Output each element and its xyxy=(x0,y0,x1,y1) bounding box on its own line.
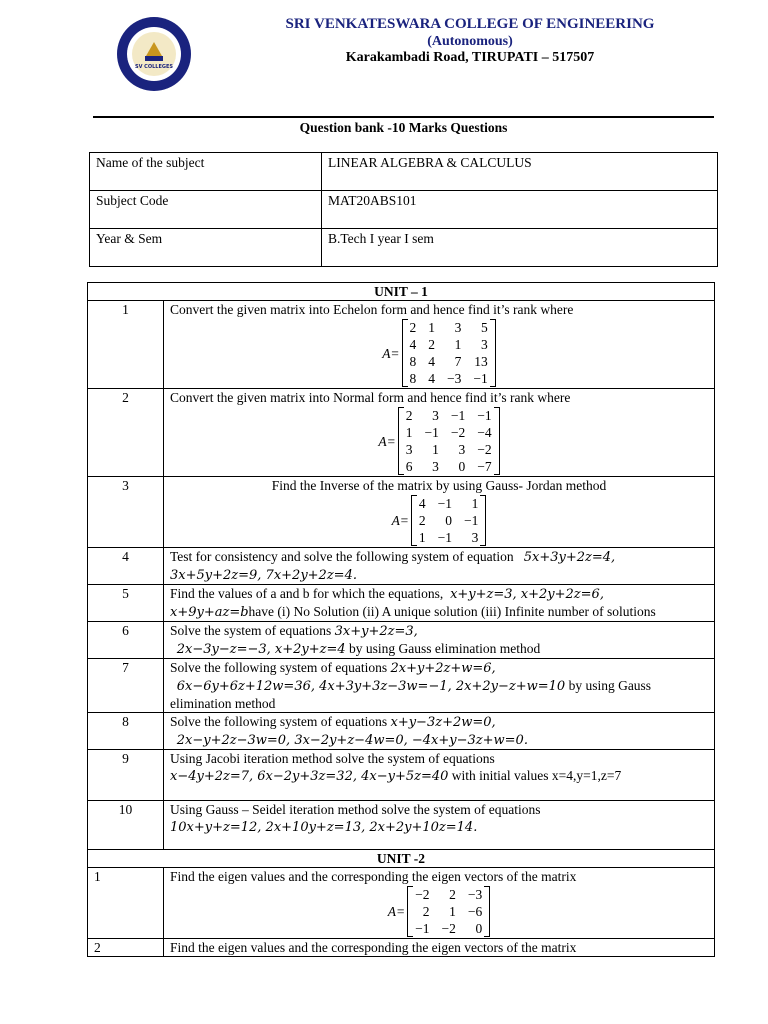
matrix-cell: 2 xyxy=(428,337,436,352)
question-text: Using Jacobi iteration method solve the system of equations xyxy=(170,751,495,766)
matrix-cell: 3 xyxy=(432,408,439,423)
matrix-grid xyxy=(409,886,488,937)
equation: x−4y+2z=7, 6x−2y+3z=32, 4x−y+5z=40 xyxy=(170,769,449,784)
question-text: Convert the given matrix into Echelon form and hence find it’s rank where xyxy=(170,302,574,317)
matrix-row xyxy=(409,903,488,920)
matrix-cell: 8 xyxy=(409,354,417,369)
question-row xyxy=(88,868,715,939)
matrix-row xyxy=(404,319,494,336)
matrix-cell: −1 xyxy=(415,921,430,936)
matrix-cell: −1 xyxy=(437,496,453,511)
matrix-cell: 3 xyxy=(432,459,439,474)
question-row xyxy=(88,477,715,548)
matrix-cell: 0 xyxy=(475,921,483,936)
question-text: Solve the following system of equations xyxy=(170,714,388,729)
question-row xyxy=(88,659,715,713)
matrix-cell: −2 xyxy=(441,921,456,936)
matrix-row xyxy=(413,529,485,546)
info-row xyxy=(90,153,718,191)
matrix-cell: −1 xyxy=(450,408,466,423)
matrix-cell: 1 xyxy=(471,496,479,511)
matrix-row xyxy=(409,886,488,903)
matrix-cell: 2 xyxy=(449,887,456,902)
matrix-label: A= xyxy=(382,345,400,361)
question-number: 2 xyxy=(88,939,164,957)
matrix xyxy=(170,495,708,546)
question-row xyxy=(88,389,715,477)
question-text: Convert the given matrix into Normal form and hence find it’s rank where xyxy=(170,390,571,405)
info-value: B.Tech I year I sem xyxy=(322,229,718,267)
matrix-cell: 1 xyxy=(428,320,436,335)
matrix-cell: 2 xyxy=(409,320,417,335)
matrix-cell: −1 xyxy=(424,425,439,440)
question-text: Find the values of a and b for which the equations, xyxy=(170,586,444,601)
matrix-cell: 1 xyxy=(405,425,413,440)
matrix-cell: 13 xyxy=(474,354,488,369)
matrix-label: A= xyxy=(391,513,409,528)
matrix-cell: 0 xyxy=(445,513,453,528)
info-value: LINEAR ALGEBRA & CALCULUS xyxy=(322,153,718,191)
matrix-cell: 3 xyxy=(454,320,462,335)
info-row xyxy=(90,229,718,267)
matrix-cell: 5 xyxy=(481,320,488,335)
college-name: SRI VENKATESWARA COLLEGE OF ENGINEERING xyxy=(285,16,655,32)
question-text: Find the Inverse of the matrix by using Gauss- Jordan method xyxy=(271,478,607,493)
matrix-cell: 8 xyxy=(409,371,417,386)
matrix-cell: −1 xyxy=(477,408,492,423)
matrix-cell: −2 xyxy=(477,442,492,457)
info-row xyxy=(90,191,718,229)
question-row xyxy=(88,301,715,389)
matrix-row xyxy=(413,512,485,529)
matrix-cell: −7 xyxy=(477,459,492,474)
question-row xyxy=(88,585,715,622)
question-text-cont: by using Gauss elimination method xyxy=(349,641,541,656)
matrix-row xyxy=(404,353,494,370)
autonomous-label: (Autonomous) xyxy=(427,34,513,49)
college-address: Karakambadi Road, TIRUPATI – 517507 xyxy=(345,50,595,65)
matrix-cell: −1 xyxy=(464,513,479,528)
college-logo xyxy=(116,16,192,92)
matrix-cell: 7 xyxy=(454,354,462,369)
matrix-cell: 4 xyxy=(428,354,436,369)
info-label: Name of the subject xyxy=(90,153,322,191)
matrix-row xyxy=(404,336,494,353)
question-row xyxy=(88,750,715,801)
matrix-cell: 3 xyxy=(471,530,479,545)
question-text: Test for consistency and solve the following system of equation xyxy=(170,549,514,564)
question-text: Find the eigen values and the corresponding the eigen vectors of the matrix xyxy=(170,869,577,884)
matrix-cell: 6 xyxy=(405,459,413,474)
question-number: 9 xyxy=(88,750,164,801)
question-row xyxy=(88,713,715,750)
matrix-cell: −1 xyxy=(473,371,488,386)
question-number: 3 xyxy=(88,477,164,548)
matrix-row xyxy=(413,495,485,512)
unit-heading: UNIT -2 xyxy=(88,850,715,868)
matrix-cell: 2 xyxy=(405,408,413,423)
question-number: 1 xyxy=(88,301,164,389)
question-number: 4 xyxy=(88,548,164,585)
matrix-row xyxy=(400,441,498,458)
document-title: Question bank -10 Marks Questions xyxy=(299,120,508,135)
subject-info-table xyxy=(89,152,718,267)
question-number: 2 xyxy=(88,389,164,477)
info-label: Year & Sem xyxy=(90,229,322,267)
matrix-cell: 2 xyxy=(418,513,426,528)
matrix-cell: −2 xyxy=(450,425,466,440)
unit-heading: UNIT – 1 xyxy=(88,283,715,301)
matrix-row xyxy=(404,370,494,387)
question-text-cont: have (i) No Solution (ii) A unique solution (iii) Infinite number of solutions xyxy=(248,604,656,619)
matrix-grid xyxy=(400,407,498,475)
header-divider xyxy=(93,116,714,118)
matrix xyxy=(170,319,708,387)
matrix-grid xyxy=(413,495,485,546)
matrix-cell: 1 xyxy=(418,530,426,545)
question-text-cont: with initial values x=4,y=1,z=7 xyxy=(451,768,622,783)
matrix-cell: −3 xyxy=(447,371,462,386)
matrix xyxy=(170,407,708,475)
info-label: Subject Code xyxy=(90,191,322,229)
equation: 2x−y+2z−3w=0, 3x−2y+z−4w=0, −4x+y−3z+w=0. xyxy=(176,733,528,748)
question-text: Find the eigen values and the corresponding the eigen vectors of the matrix xyxy=(170,940,577,955)
matrix-cell: −1 xyxy=(437,530,453,545)
question-row xyxy=(88,622,715,659)
matrix-cell: 1 xyxy=(449,904,456,919)
question-row xyxy=(88,939,715,957)
matrix-cell: −4 xyxy=(477,425,492,440)
question-number: 7 xyxy=(88,659,164,713)
question-text-cont: by using Gauss elimination method xyxy=(170,678,652,711)
equation: x+y+z=3, x+2y+2z=6, xyxy=(450,587,604,602)
question-text: Solve the following system of equations xyxy=(170,660,388,675)
matrix-label: A= xyxy=(378,433,396,449)
question-text: Using Gauss – Seidel iteration method solve the system of equations xyxy=(170,802,541,817)
matrix xyxy=(170,886,708,937)
question-number: 8 xyxy=(88,713,164,750)
question-row xyxy=(88,548,715,585)
matrix-cell: 4 xyxy=(409,337,417,352)
question-row xyxy=(88,801,715,850)
matrix-cell: 3 xyxy=(405,442,413,457)
matrix-cell: 0 xyxy=(458,459,466,474)
equation: 10x+y+z=12, 2x+10y+z=13, 2x+2y+10z=14. xyxy=(170,820,478,835)
question-text: Solve the system of equations xyxy=(170,623,332,638)
equation: 3x+y+2z=3, xyxy=(334,624,418,639)
question-number: 5 xyxy=(88,585,164,622)
matrix-row xyxy=(400,407,498,424)
matrix-cell: −6 xyxy=(467,904,483,919)
equation: 2x+y+2z+w=6, xyxy=(390,661,496,676)
equation: 5x+3y+2z=4, xyxy=(523,550,616,565)
question-number: 6 xyxy=(88,622,164,659)
matrix-cell: 2 xyxy=(422,904,430,919)
equation: 6x−6y+6z+12w=36, 4x+3y+3z−3w=−1, 2x+2y−z+w=10 xyxy=(176,679,566,694)
matrix-cell: 1 xyxy=(454,337,462,352)
equation: x+9y+az=b xyxy=(170,605,249,620)
matrix-cell: 4 xyxy=(428,371,436,386)
question-number: 10 xyxy=(88,801,164,850)
matrix-cell: −2 xyxy=(415,887,430,902)
questions-table xyxy=(87,282,715,957)
equation: 3x+5y+2z=9, 7x+2y+2z=4. xyxy=(170,568,357,583)
equation: 2x−3y−z=−3, x+2y+z=4 xyxy=(176,642,346,657)
matrix-label: A= xyxy=(387,904,406,919)
info-value: MAT20ABS101 xyxy=(322,191,718,229)
equation: x+y−3z+2w=0, xyxy=(390,715,496,730)
matrix-cell: 3 xyxy=(481,337,488,352)
matrix-row xyxy=(409,920,488,937)
matrix-row xyxy=(400,424,498,441)
matrix-cell: 1 xyxy=(432,442,439,457)
question-number: 1 xyxy=(88,868,164,939)
matrix-cell: 3 xyxy=(458,442,466,457)
matrix-grid xyxy=(404,319,494,387)
svg-text:SV COLLEGES: SV COLLEGES xyxy=(134,64,174,70)
matrix-row xyxy=(400,458,498,475)
matrix-cell: −3 xyxy=(467,887,483,902)
matrix-cell: 4 xyxy=(418,496,426,511)
